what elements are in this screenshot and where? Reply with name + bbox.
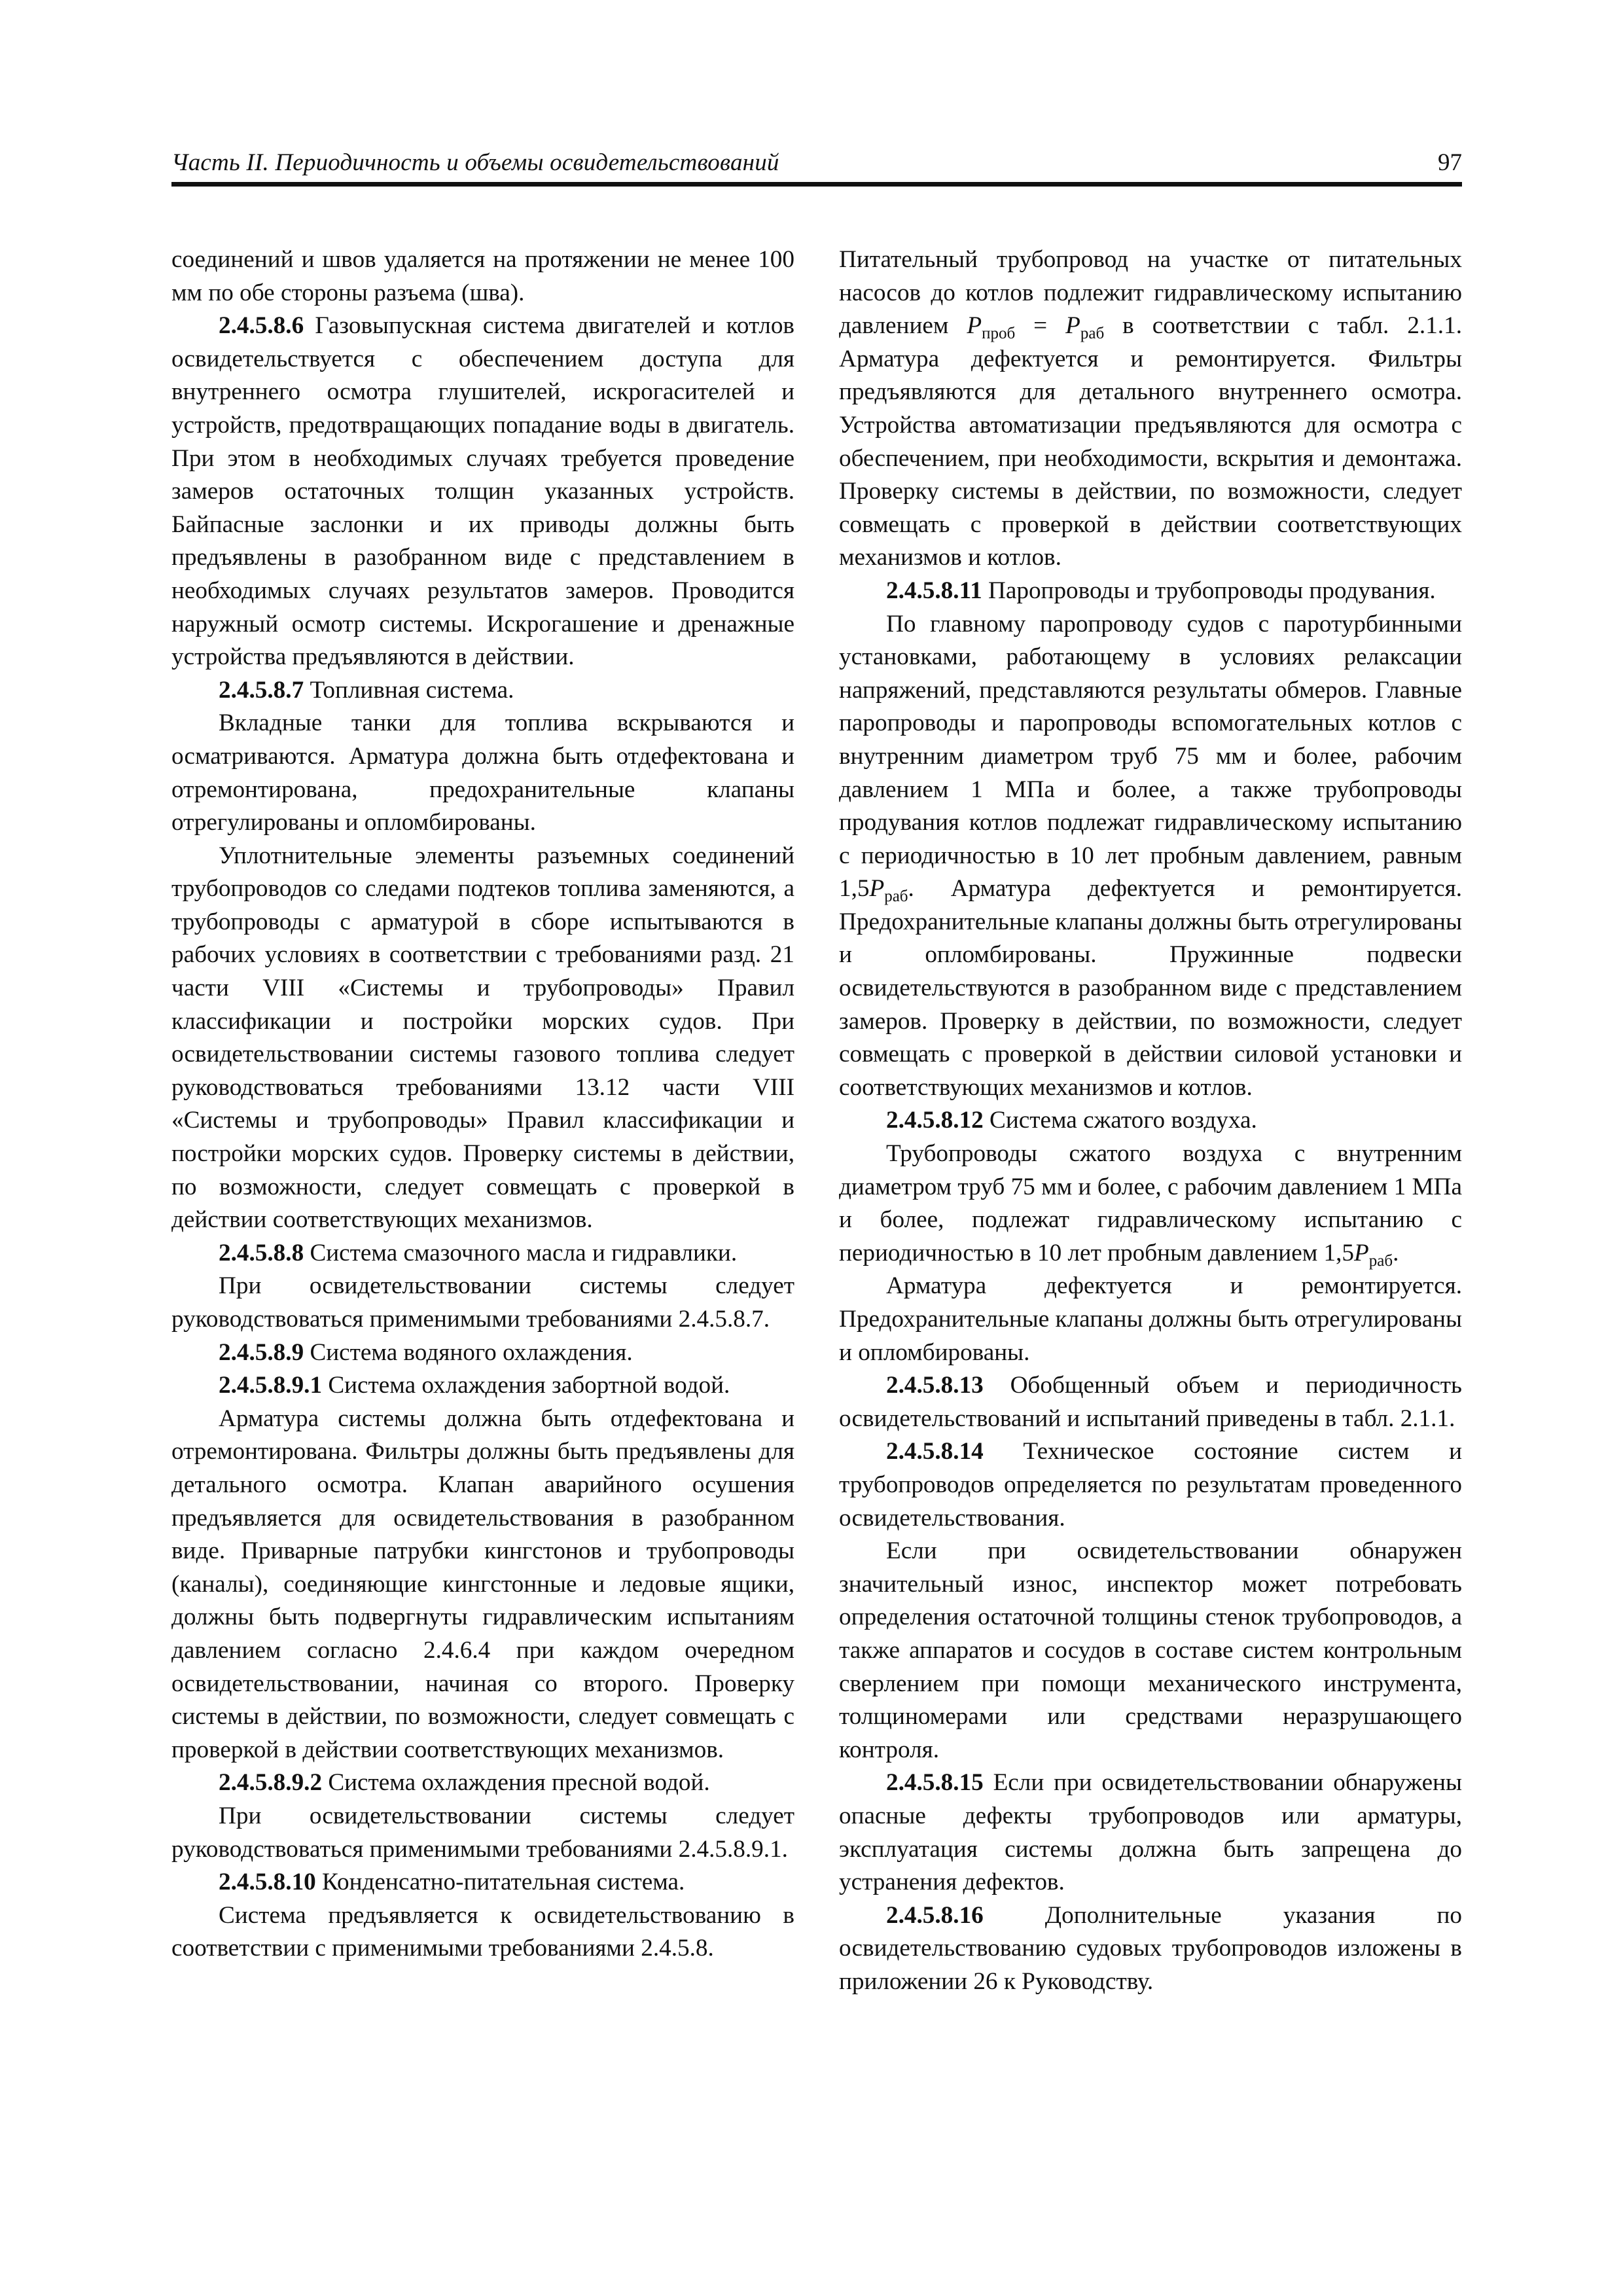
section-number: 2.4.5.8.9.1 (219, 1372, 323, 1399)
section-2-4-5-8-13: 2.4.5.8.13 Обобщенный объем и периодичность освидетельствований и испытаний приведены в табл. 2.1.1. (839, 1372, 1462, 1432)
section-number: 2.4.5.8.14 (886, 1438, 984, 1465)
section-2-4-5-8-9-1: 2.4.5.8.9.1 Система охлаждения забортной водой. (219, 1372, 730, 1399)
page-number: 97 (1438, 149, 1462, 176)
section-number: 2.4.5.8.10 (219, 1869, 316, 1896)
section-number: 2.4.5.8.12 (886, 1107, 984, 1134)
section-number: 2.4.5.8.9.2 (219, 1769, 323, 1797)
section-2-4-5-8-12: 2.4.5.8.12 Система сжатого воздуха. (886, 1107, 1257, 1134)
paragraph: При освидетельствовании системы следует руководствоваться применимыми требованиями 2.4.5.8.7. (171, 1272, 794, 1333)
section-number: 2.4.5.8.8 (219, 1239, 304, 1266)
section-number: 2.4.5.8.16 (886, 1901, 984, 1929)
section-number: 2.4.5.8.11 (886, 577, 982, 604)
section-number: 2.4.5.8.7 (219, 676, 304, 704)
paragraph: По главному паропроводу судов с паротурбинными установками, работающему в условиях релаксации напряжений, представляются результаты обмеров. Главные паропроводы и паропроводы вспомогательных котлов с внутренним диаметром труб 75 мм и более, рабочим давлением 1 МПа и более, а также трубопроводы продувания котлов подлежат гидравлическому испытанию с периодичностью в 10 лет пробным давлением, равным $1,5P_{раб}$. Арматура дефектуется и ремонтируется. Предохранительные клапаны должны быть отрегулированы и опломбированы. Пружинные подвески освидетельствуются в разобранном виде с представлением замеров. Проверку в действии, по возможности, следует совмещать с проверкой в действии силовой установки и соответствующих механизмов и котлов. (839, 610, 1462, 1101)
paragraph: Арматура системы должна быть отдефектована и отремонтирована. Фильтры должны быть предъявлены для детального осмотра. Клапан аварийного осушения предъявляется для освидетельствования в разобранном виде. Приварные патрубки кингстонов и трубопроводы (каналы), соединяющие кингстонные и ледовые ящики, должны быть подвергнуты гидравлическим испытаниям давлением согласно 2.4.6.4 при каждом очередном освидетельствовании, начиная со второго. Проверку системы в действии, по возможности, следует совмещать с проверкой в действии соответствующих механизмов. (171, 1405, 794, 1763)
section-2-4-5-8-7: 2.4.5.8.7 Топливная система. (219, 676, 514, 704)
paragraph: Уплотнительные элементы разъемных соединений трубопроводов со следами подтеков топлива заменяются, а трубопроводы с арматурой в сборе испытываются в рабочих условиях в соответствии с требованиями разд. 21 части VIII «Системы и трубопроводы» Правил классификации и постройки морских судов. При освидетельствовании системы газового топлива следует руководствоваться требованиями 13.12 части VIII «Системы и трубопроводы» Правил классификации и постройки морских судов. Проверку системы в действии, по возможности, следует совмещать с проверкой в действии соответствующих механизмов. (171, 842, 794, 1234)
paragraph: соединений и швов удаляется на протяжении не менее 100 мм по обе стороны разъема (шва). (171, 246, 794, 306)
section-number: 2.4.5.8.15 (886, 1769, 984, 1797)
paragraph: Система предъявляется к освидетельствованию в соответствии с применимыми требованиями 2.4.5.8. (171, 1901, 794, 1962)
paragraph: Питательный трубопровод на участке от питательных насосов до котлов подлежит гидравлическому испытанию давлением $P_{проб} = P_{раб}$ в соответствии с табл. 2.1.1. Арматура дефектуется и ремонтируется. Фильтры предъявляются для детального внутреннего осмотра. Устройства автоматизации предъявляются для осмотра с обеспечением, при необходимости, вскрытия и демонтажа. Проверку системы в действии, по возможности, следует совмещать с проверкой в действии соответствующих механизмов и котлов. (839, 246, 1462, 571)
paragraph: Если при освидетельствовании обнаружен значительный износ, инспектор может потребовать определения остаточной толщины стенок трубопроводов, а также аппаратов и сосудов в составе систем контрольным сверлением при помощи механического инструмента, толщиномерами или средствами неразрушающего контроля. (839, 1537, 1462, 1763)
section-2-4-5-8-8: 2.4.5.8.8 Система смазочного масла и гидравлики. (219, 1239, 738, 1266)
header-title: Часть II. Периодичность и объемы освидетельствований (171, 149, 779, 176)
right-column (839, 243, 1462, 1998)
paragraph: Арматура дефектуется и ремонтируется. Предохранительные клапаны должны быть отрегулированы и опломбированы. (839, 1272, 1462, 1366)
section-2-4-5-8-10: 2.4.5.8.10 Конденсатно-питательная система. (219, 1869, 685, 1896)
section-2-4-5-8-14: 2.4.5.8.14 Техническое состояние систем и трубопроводов определяется по результатам проведенного освидетельствования. (839, 1438, 1462, 1532)
section-2-4-5-8-16: 2.4.5.8.16 Дополнительные указания по освидетельствованию судовых трубопроводов изложены в приложении 26 к Руководству. (839, 1901, 1462, 1995)
paragraph: Трубопроводы сжатого воздуха с внутренним диаметром труб 75 мм и более, с рабочим давлением 1 МПа и более, подлежат гидравлическому испытанию с периодичностью в 10 лет пробным давлением $1,5P_{раб}$. (839, 1140, 1462, 1270)
left-column (171, 243, 794, 1965)
section-2-4-5-8-6: 2.4.5.8.6 Газовыпускная система двигателей и котлов освидетельствуется с обеспечением доступа для внутреннего осмотра глушителей, искрогасителей и устройств, предотвращающих попадание воды в двигатель. При этом в необходимых случаях требуется проведение замеров остаточных толщин указанных устройств. Байпасные заслонки и их приводы должны быть предъявлены в разобранном виде с представлением в необходимых случаях результатов замеров. Проводится наружный осмотр системы. Искрогашение и дренажные устройства предъявляются в действии. (171, 312, 794, 671)
paragraph: При освидетельствовании системы следует руководствоваться применимыми требованиями 2.4.5.8.9.1. (171, 1802, 794, 1863)
running-header (171, 141, 1462, 187)
section-2-4-5-8-11: 2.4.5.8.11 Паропроводы и трубопроводы продувания. (886, 577, 1436, 604)
section-number: 2.4.5.8.6 (219, 312, 304, 340)
section-number: 2.4.5.8.9 (219, 1338, 304, 1366)
section-2-4-5-8-9: 2.4.5.8.9 Система водяного охлаждения. (219, 1338, 633, 1366)
paragraph: Вкладные танки для топлива вскрываются и осматриваются. Арматура должна быть отдефектована и отремонтирована, предохранительные клапаны отрегулированы и опломбированы. (171, 709, 794, 836)
section-number: 2.4.5.8.13 (886, 1372, 984, 1399)
section-2-4-5-8-15: 2.4.5.8.15 Если при освидетельствовании обнаружены опасные дефекты трубопроводов или арматуры, эксплуатация системы должна быть запрещена до устранения дефектов. (839, 1769, 1462, 1896)
section-2-4-5-8-9-2: 2.4.5.8.9.2 Система охлаждения пресной водой. (219, 1769, 710, 1797)
